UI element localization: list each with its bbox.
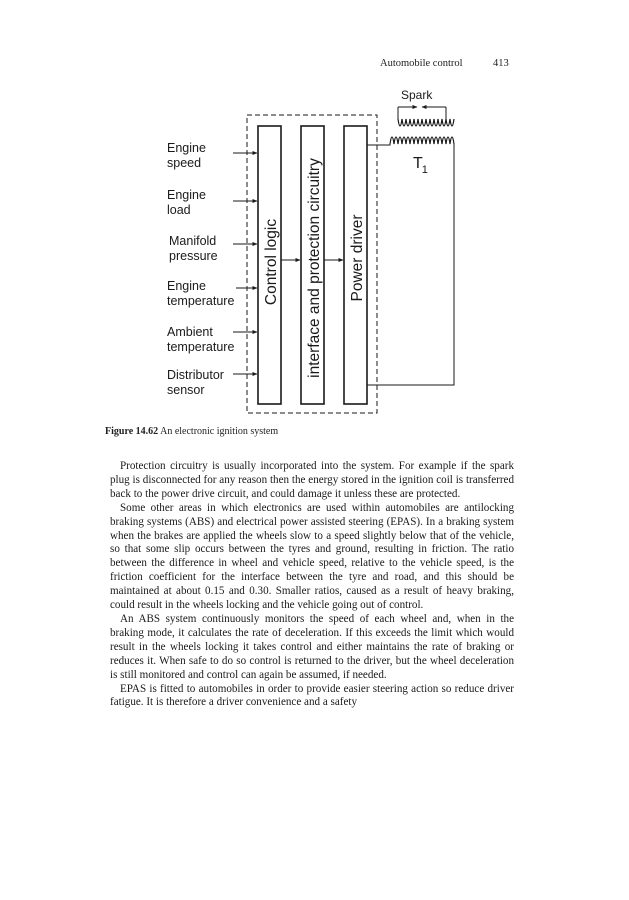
spark-gap <box>398 107 446 119</box>
ignition-system-diagram <box>0 0 629 430</box>
input-label-ambient-2: temperature <box>167 340 235 354</box>
input-label-manifold-1: Manifold <box>169 234 217 248</box>
running-title: Automobile control <box>380 58 463 69</box>
input-label-distributor-2: sensor <box>167 383 205 397</box>
body-text <box>110 460 514 710</box>
input-label-engine-speed-2: speed <box>167 156 202 170</box>
page-number: 413 <box>493 58 509 69</box>
primary-winding <box>390 137 454 144</box>
input-label-manifold-2: pressure <box>169 249 218 263</box>
input-label-engine-temp-1: Engine <box>167 279 206 293</box>
paragraph-abs-monitoring: An ABS system continuously monitors the speed of each wheel and, when in the braking mode, it calculates the rate of deceleration. If this exceeds the limit which would result in the wheels locking it takes control and either maintains the rate of braking or reduces it. When safe to do so control is returned to the driver, but the wheel deceleration is still monitored and control can again be assumed, if needed. <box>110 612 514 681</box>
control-logic-label: Control logic <box>263 218 280 306</box>
transformer-label: T1 <box>413 155 428 176</box>
paragraph-protection: Protection circuitry is usually incorporated into the system. For example if the spark plug is disconnected for any reason then the energy stored in the ignition coil is transferred back to the power drive circuit, and could damage it unless these are protected. <box>110 460 514 500</box>
input-label-ambient-1: Ambient <box>167 325 213 339</box>
input-label-engine-temp-2: temperature <box>167 294 235 308</box>
input-label-distributor-1: Distributor <box>167 368 224 382</box>
power-driver-label: Power driver <box>349 214 366 302</box>
primary-connection-top <box>367 144 390 145</box>
figure-caption <box>105 426 278 437</box>
input-label-engine-load-1: Engine <box>167 188 206 202</box>
primary-connection-bottom <box>367 144 454 385</box>
secondary-winding <box>398 119 454 126</box>
caption-label: Figure 14.62 <box>105 426 159 437</box>
caption-text: An electronic ignition system <box>160 426 279 437</box>
input-label-engine-speed-1: Engine <box>167 141 206 155</box>
paragraph-abs-epas: Some other areas in which electronics are used within automobiles are antilocking braking systems (ABS) and electrical power assisted steering (EPAS). In a braking system when the brakes are applied the wheels slow to a speed slightly below that of the vehicle, so that some slip occurs between the tyres and ground, resulting in friction. The ratio between the difference in wheel and vehicle speed, relative to the vehicle speed, is the friction coefficient for the interface between the tyre and road, and this should be maintained at about 0.15 and 0.30. Smaller ratios, caused as a result of heavy braking, could result in the wheels locking and the vehicle going out of control. <box>110 501 514 612</box>
paragraph-epas: EPAS is fitted to automobiles in order to provide easier steering action so reduce driver fatigue. It is therefore a driver convenience and a safety <box>110 682 514 709</box>
input-label-engine-load-2: load <box>167 203 191 217</box>
interface-protection-label: interface and protection circuitry <box>306 158 323 378</box>
spark-label: Spark <box>401 88 433 102</box>
